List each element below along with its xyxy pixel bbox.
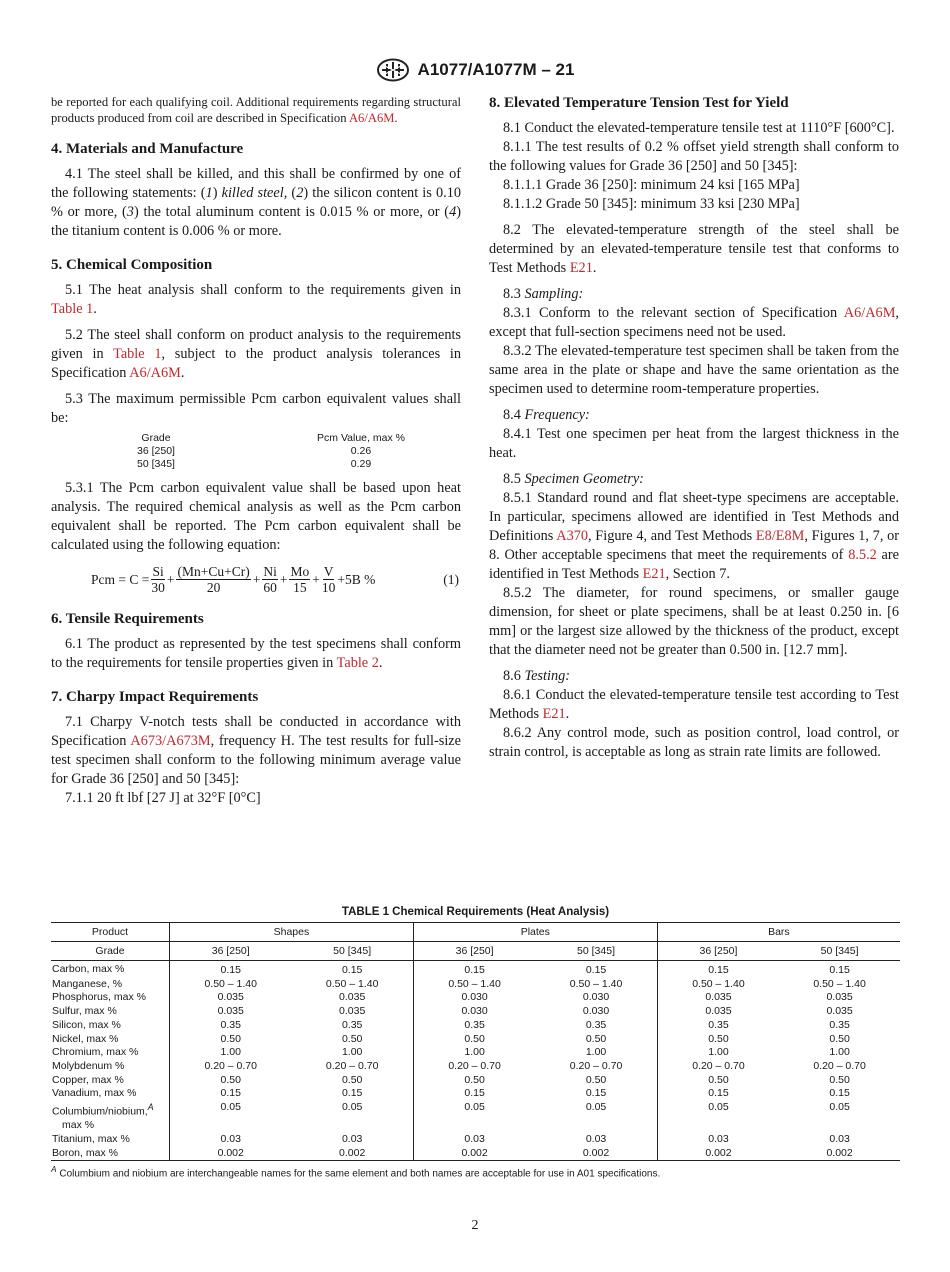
- para-8-5-1: 8.5.1 Standard round and flat sheet-type specimens are acceptable. In particular, specimens allowed are identified in Test Methods and Definitions A370, Figure 4, and Test Methods E8/E8M, Figures 1, 7, or 8. Other acceptable specimens that meet the requirements of 8.5.2 are identified in Test Methods E21, Section 7.: [489, 490, 900, 582]
- table-row: [51, 961, 900, 978]
- row-label: Nickel, max %: [52, 1032, 119, 1045]
- table-cell: 0.50: [657, 1033, 779, 1047]
- table-cell: 0.15: [341, 1087, 363, 1100]
- para-8-3: 8.3 Sampling:: [503, 286, 584, 302]
- table-cell: 0.002: [535, 1147, 657, 1161]
- table-cell: 0.035: [170, 1005, 292, 1019]
- para-8-1-1-1: 8.1.1.1 Grade 36 [250]: minimum 24 ksi [165 MPa]: [503, 177, 800, 193]
- row-label: Manganese, %: [52, 977, 123, 990]
- link-table-1[interactable]: Table 1: [51, 300, 94, 317]
- table-cell: 0.15: [657, 961, 779, 978]
- para-5-3: 5.3 The maximum permissible Pcm carbon equivalent values shall be:: [51, 390, 461, 426]
- table-row: [51, 1060, 900, 1074]
- table-cell: 1.00: [341, 1046, 363, 1059]
- table-cell: 0.15: [829, 1087, 850, 1100]
- group-header: Bars: [657, 923, 900, 942]
- table-cell: 0.35: [657, 1019, 779, 1033]
- table-cell: 0.05: [657, 1101, 779, 1133]
- table-cell: 0.15: [585, 964, 607, 976]
- table-cell: 0.50 – 1.40: [813, 977, 866, 990]
- para-8-5-2: 8.5.2 The diameter, for round specimens, or smaller gauge dimension, for sheet or plate specimens, shall be at least 0.250 in. [6 mm] or the largest size allowed by the thickness of the product, except that the diameter need not be greater than 0.500 in. [12.7 mm].: [489, 585, 899, 658]
- table-cell: 0.15: [170, 961, 292, 978]
- table-row: [51, 1033, 900, 1047]
- table-cell: 0.35: [170, 1019, 292, 1033]
- page-number: 2: [471, 1218, 479, 1233]
- table-cell: 0.03: [170, 1133, 292, 1147]
- pcm-equation: Pcm = C = $\frac{Si}{30}$ + $\frac{(Mn+Cu+Cr)}{20}$ + $\frac{Ni}{60}$ + $\frac{Mo}{15}$ + $\frac{V}{10}$ +5B % (1): [91, 563, 459, 595]
- para-5-1: 5.1 The heat analysis shall conform to the requirements given in Table 1.: [51, 281, 461, 317]
- table-cell: 0.030: [413, 991, 535, 1005]
- row-label: Boron, max %: [51, 1147, 170, 1161]
- grade-cell: 36 [250]: [413, 942, 535, 961]
- table-row: [51, 1005, 900, 1019]
- row-label: Columbium/niobium,$^A$ max %: [52, 1102, 154, 1132]
- table-cell: 0.05: [413, 1101, 535, 1133]
- table-cell: 0.15: [657, 1087, 779, 1101]
- link-a6[interactable]: A6/A6M: [348, 111, 395, 126]
- table-row: [51, 991, 900, 1005]
- table-cell: 0.20 – 0.70: [569, 1059, 623, 1072]
- table-cell: 0.05: [341, 1101, 363, 1114]
- para-8-6-1: 8.6.1 Conduct the elevated-temperature tensile test according to Test Methods E21.: [489, 687, 899, 722]
- table-cell: 0.50: [829, 1032, 850, 1045]
- link-a6[interactable]: A6/A6M: [129, 364, 181, 381]
- table-cell: 0.15: [413, 1087, 535, 1101]
- group-header: Shapes: [170, 923, 414, 942]
- table-cell: 1.00: [585, 1046, 607, 1059]
- table-cell: 0.50: [341, 1032, 363, 1045]
- equation-number: (1): [443, 571, 459, 587]
- para-8-1-1: 8.1.1 The test results of 0.2 % offset yield strength shall conform to the following values for Grade 36 [250] and 50 [345]:: [489, 139, 899, 174]
- table-cell: 0.03: [341, 1132, 363, 1145]
- table-cell: 0.002: [657, 1147, 779, 1161]
- table-cell: 0.15: [170, 1087, 292, 1101]
- table-cell: 0.035: [826, 1005, 853, 1018]
- table-cell: 0.20 – 0.70: [813, 1059, 866, 1072]
- table-row: [51, 1101, 900, 1133]
- row-label: Carbon, max %: [52, 962, 125, 975]
- link-e8[interactable]: E8/E8M: [755, 528, 805, 544]
- para-5-2: 5.2 The steel shall conform on product analysis to the requirements given in Table 1, subject to the product analysis tolerances in Specification A6/A6M.: [51, 326, 461, 381]
- table-cell: 0.35: [829, 1018, 850, 1031]
- link-a6[interactable]: A6/A6M: [843, 305, 896, 321]
- table-row: [51, 1147, 900, 1161]
- table-cell: 0.50: [413, 1033, 535, 1047]
- para-8-5: 8.5 Specimen Geometry:: [503, 471, 644, 487]
- intro-paragraph: be reported for each qualifying coil. Additional requirements regarding structural products produced from coil are described in Specification A6/A6M.: [51, 95, 461, 126]
- page-header: [0, 58, 950, 87]
- table-cell: 0.20 – 0.70: [325, 1059, 379, 1072]
- row-label: Silicon, max %: [52, 1018, 121, 1031]
- chemical-requirements-table: [51, 922, 900, 1161]
- table-cell: 0.20 – 0.70: [413, 1060, 535, 1074]
- table-cell: 0.15: [341, 964, 363, 976]
- table-cell: 0.50 – 1.40: [170, 978, 292, 992]
- section-5-title: 5. Chemical Composition: [51, 256, 213, 273]
- grade-cell: 50 [345]: [137, 457, 175, 470]
- para-8-3-1: 8.3.1 Conform to the relevant section of Specification A6/A6M, except that full-section specimens need not be used.: [489, 305, 899, 340]
- pcm-cell: 0.26: [350, 444, 372, 457]
- table-row: [51, 1087, 900, 1101]
- table-cell: 1.00: [657, 1046, 779, 1060]
- link-e21[interactable]: E21: [569, 260, 593, 276]
- grade-cell: 50 [345]: [291, 942, 413, 961]
- link-table-1[interactable]: Table 1: [113, 345, 162, 362]
- table-cell: 0.035: [657, 1005, 779, 1019]
- para-8-1: 8.1 Conduct the elevated-temperature tensile test at 1110°F [600°C].: [503, 120, 895, 136]
- row-label: Vanadium, max %: [52, 1087, 137, 1100]
- astm-logo-icon: [376, 58, 410, 82]
- section-7-title: 7. Charpy Impact Requirements: [51, 688, 259, 705]
- table-cell: 0.03: [413, 1133, 535, 1147]
- table-cell: 0.035: [657, 991, 779, 1005]
- section-4-title: 4. Materials and Manufacture: [51, 140, 244, 157]
- group-header: Plates: [413, 923, 657, 942]
- para-7-1-1: 7.1.1 20 ft lbf [27 J] at 32°F [0°C]: [65, 789, 261, 806]
- table-cell: 0.15: [585, 1087, 607, 1100]
- table-cell: 0.035: [826, 991, 853, 1004]
- table-cell: 0.20 – 0.70: [170, 1060, 292, 1074]
- link-e21[interactable]: E21: [542, 706, 566, 722]
- grade-cell: 36 [250]: [657, 942, 779, 961]
- para-6-1: 6.1 The product as represented by the test specimens shall conform to the requirements for tensile properties given in Table 2.: [51, 635, 461, 671]
- pcm-grade-table: [51, 432, 461, 471]
- table-1-title: TABLE 1 Chemical Requirements (Heat Analysis): [341, 906, 610, 918]
- table-cell: 0.15: [413, 961, 535, 978]
- table-cell: 0.035: [170, 991, 292, 1005]
- table-row: [51, 1074, 900, 1088]
- para-8-6-2: 8.6.2 Any control mode, such as position control, load control, or strain control, is acceptable as long as strain rate limits are followed.: [489, 725, 899, 760]
- table-cell: 0.50: [829, 1073, 850, 1086]
- table-cell: 0.030: [413, 1005, 535, 1019]
- table-row: [51, 1133, 900, 1147]
- grade-header: Grade: [141, 431, 171, 444]
- grade-cell: 50 [345]: [779, 942, 900, 961]
- row-label: Sulfur, max %: [52, 1005, 117, 1018]
- product-header: Product: [51, 923, 170, 942]
- para-7-1: 7.1 Charpy V-notch tests shall be conducted in accordance with Specification A673/A673M, frequency H. The test results for full-size test specimen shall conform to the following minimum average value for Grade 36 [250] and 50 [345]:: [51, 713, 461, 787]
- table-cell: 0.002: [779, 1147, 900, 1161]
- link-e21[interactable]: E21: [642, 566, 666, 582]
- link-8-5-2[interactable]: 8.5.2: [848, 547, 877, 563]
- table-cell: 0.50: [585, 1073, 607, 1086]
- para-4-1: 4.1 The steel shall be killed, and this shall be confirmed by one of the following statements: (1) killed steel, (2) the silicon content is 0.10 % or more, (3) the total aluminum content is 0.015 % or more, or (4) the titanium content is 0.006 % or more.: [51, 165, 461, 239]
- right-column: [489, 94, 899, 762]
- section-6-title: 6. Tensile Requirements: [51, 610, 204, 627]
- row-label: Molybdenum %: [52, 1059, 125, 1072]
- table-cell: 0.50: [657, 1074, 779, 1088]
- table-cell: 0.50: [170, 1033, 292, 1047]
- table-row: [51, 1046, 900, 1060]
- pcm-header: Pcm Value, max %: [317, 431, 405, 444]
- row-label: Titanium, max %: [52, 1132, 130, 1145]
- table-cell: 1.00: [829, 1046, 850, 1059]
- para-8-1-1-2: 8.1.1.2 Grade 50 [345]: minimum 33 ksi [230 MPa]: [503, 196, 800, 212]
- section-8-title: 8. Elevated Temperature Tension Test for Yield: [489, 95, 789, 111]
- table-cell: 0.03: [829, 1132, 850, 1145]
- table-cell: 0.05: [585, 1101, 607, 1114]
- table-cell: 0.50 – 1.40: [413, 978, 535, 992]
- table-row: [51, 978, 900, 992]
- table-cell: 0.15: [829, 964, 850, 976]
- table-cell: 1.00: [413, 1046, 535, 1060]
- table-cell: 0.002: [170, 1147, 292, 1161]
- table-cell: 1.00: [170, 1046, 292, 1060]
- table-cell: 0.50: [413, 1074, 535, 1088]
- table-cell: 0.35: [341, 1018, 363, 1031]
- grade-cell: 36 [250]: [137, 444, 175, 457]
- table-cell: 0.20 – 0.70: [657, 1060, 779, 1074]
- table-cell: 0.002: [413, 1147, 535, 1161]
- table-cell: 0.50: [170, 1074, 292, 1088]
- table-cell: 0.030: [582, 1005, 610, 1018]
- table-cell: 0.50 – 1.40: [325, 977, 379, 990]
- link-table-2[interactable]: Table 2: [336, 654, 379, 671]
- link-a370[interactable]: A370: [556, 528, 589, 544]
- para-8-3-2: 8.3.2 The elevated-temperature test specimen shall be taken from the same area in the plate or shape and have the same orientation as the specimen used to determine room-temperature properties.: [489, 343, 899, 397]
- pcm-cell: 0.29: [350, 457, 372, 470]
- link-a673[interactable]: A673/A673M: [130, 732, 211, 749]
- para-5-3-1: 5.3.1 The Pcm carbon equivalent value shall be based upon heat analysis. The required chemical analysis as well as the Pcm carbon equivalent shall be reported. The Pcm carbon equivalent shall be calculated using the following equation:: [51, 479, 461, 553]
- table-cell: 0.05: [170, 1101, 292, 1133]
- row-label: Phosphorus, max %: [52, 991, 146, 1004]
- table-cell: 0.50 – 1.40: [657, 978, 779, 992]
- grade-cell: 50 [345]: [535, 942, 657, 961]
- table-cell: 0.05: [829, 1101, 850, 1114]
- table-cell: 0.50: [585, 1032, 607, 1045]
- row-label: Chromium, max %: [52, 1046, 139, 1059]
- table-cell: 0.002: [291, 1147, 413, 1161]
- para-8-2: 8.2 The elevated-temperature strength of the steel shall be determined by an elevated-temperature tensile test that conforms to Test Methods E21.: [489, 222, 899, 276]
- table-cell: 0.030: [582, 991, 610, 1004]
- grade-header: Grade: [51, 942, 170, 961]
- table-cell: 0.035: [339, 1005, 366, 1018]
- document-title: A1077/A1077M – 21: [417, 60, 575, 79]
- para-8-4: 8.4 Frequency:: [503, 407, 590, 423]
- table-cell: 0.03: [657, 1133, 779, 1147]
- table-cell: 0.50: [341, 1073, 363, 1086]
- table-1: [51, 906, 900, 1180]
- para-8-6: 8.6 Testing:: [503, 668, 571, 684]
- row-label: Copper, max %: [52, 1073, 124, 1086]
- table-1-footnote: $^A$ Columbium and niobium are interchangeable names for the same element and both names are acceptable for use in A01 specifications.: [51, 1164, 661, 1180]
- table-cell: 0.35: [413, 1019, 535, 1033]
- table-row: [51, 1019, 900, 1033]
- table-cell: 0.35: [585, 1018, 607, 1031]
- para-8-4-1: 8.4.1 Test one specimen per heat from the largest thickness in the heat.: [489, 426, 899, 461]
- left-column: [51, 94, 461, 808]
- grade-cell: 36 [250]: [170, 942, 292, 961]
- table-cell: 0.035: [339, 991, 366, 1004]
- table-cell: 0.03: [585, 1132, 607, 1145]
- table-cell: 0.50 – 1.40: [569, 977, 623, 990]
